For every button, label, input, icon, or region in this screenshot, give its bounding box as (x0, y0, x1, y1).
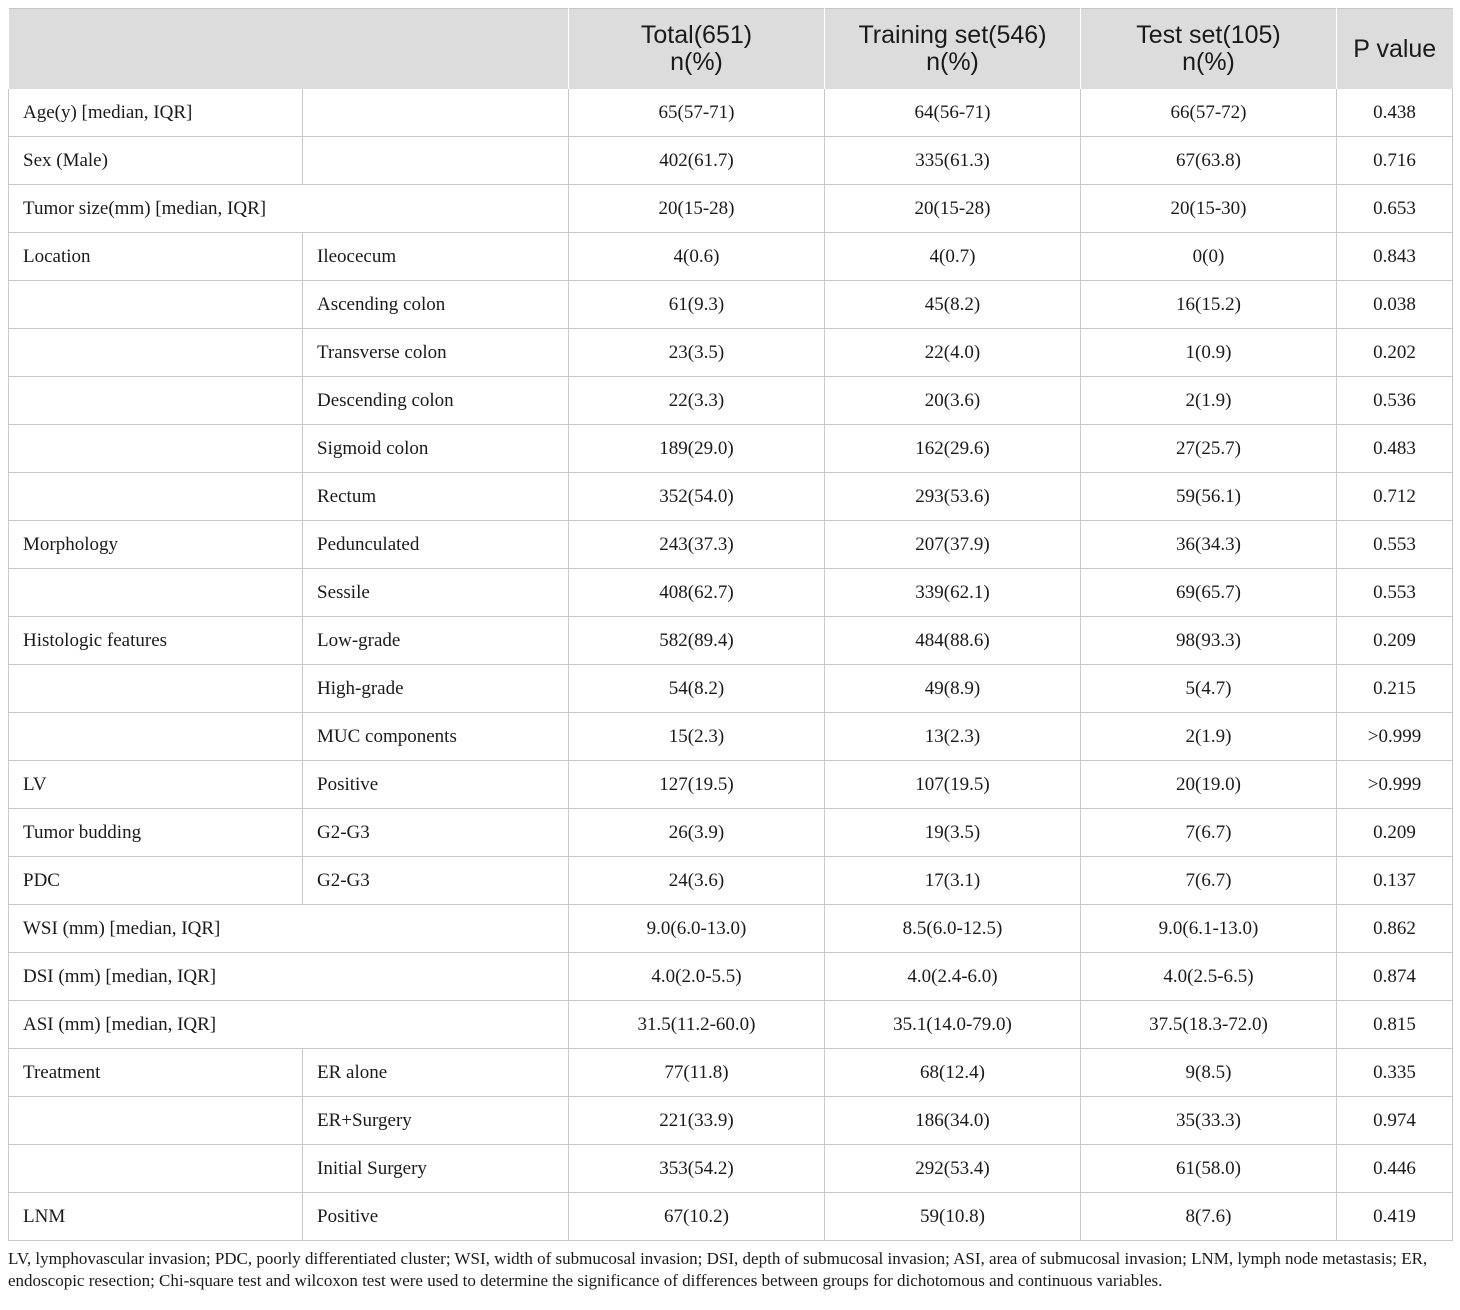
row-label (9, 377, 303, 425)
cell-test: 27(25.7) (1081, 425, 1337, 473)
row-sublabel: MUC components (303, 713, 569, 761)
row-sublabel (303, 137, 569, 185)
cell-training: 49(8.9) (825, 665, 1081, 713)
table-row (9, 1193, 1453, 1241)
cell-p-value: 0.553 (1337, 521, 1453, 569)
cell-total: 4.0(2.0-5.5) (569, 953, 825, 1001)
table-row (9, 809, 1453, 857)
table-row (9, 329, 1453, 377)
cell-test: 35(33.3) (1081, 1097, 1337, 1145)
cell-total: 15(2.3) (569, 713, 825, 761)
cell-total: 67(10.2) (569, 1193, 825, 1241)
cell-training: 186(34.0) (825, 1097, 1081, 1145)
table-header (9, 9, 1453, 90)
row-label (9, 329, 303, 377)
table-row (9, 857, 1453, 905)
row-sublabel: G2-G3 (303, 857, 569, 905)
row-sublabel: Descending colon (303, 377, 569, 425)
cell-total: 77(11.8) (569, 1049, 825, 1097)
header-total-unit: n(%) (670, 48, 723, 76)
table-row (9, 377, 1453, 425)
row-sublabel: Transverse colon (303, 329, 569, 377)
cell-total: 54(8.2) (569, 665, 825, 713)
cell-test: 98(93.3) (1081, 617, 1337, 665)
cell-test: 1(0.9) (1081, 329, 1337, 377)
cell-p-value: 0.137 (1337, 857, 1453, 905)
table-row (9, 953, 1453, 1001)
header-training-label: Training set(546) (858, 21, 1047, 49)
row-sublabel: Ileocecum (303, 233, 569, 281)
cell-total: 402(61.7) (569, 137, 825, 185)
cell-training: 4(0.7) (825, 233, 1081, 281)
row-sublabel: Sigmoid colon (303, 425, 569, 473)
cell-training: 20(15-28) (825, 185, 1081, 233)
table-row (9, 1145, 1453, 1193)
cell-total: 65(57-71) (569, 89, 825, 137)
table-row (9, 1001, 1453, 1049)
cell-total: 582(89.4) (569, 617, 825, 665)
cell-p-value: 0.712 (1337, 473, 1453, 521)
cell-training: 45(8.2) (825, 281, 1081, 329)
cell-test: 16(15.2) (1081, 281, 1337, 329)
cell-p-value: 0.862 (1337, 905, 1453, 953)
cell-p-value: 0.446 (1337, 1145, 1453, 1193)
cell-p-value: 0.716 (1337, 137, 1453, 185)
cell-test: 9(8.5) (1081, 1049, 1337, 1097)
cell-training: 207(37.9) (825, 521, 1081, 569)
cell-p-value: 0.419 (1337, 1193, 1453, 1241)
header-total-label: Total(651) (640, 21, 753, 49)
row-label: Sex (Male) (9, 137, 303, 185)
header-test (1081, 9, 1337, 90)
row-label: Age(y) [median, IQR] (9, 89, 303, 137)
header-training-unit: n(%) (926, 48, 979, 76)
cell-total: 353(54.2) (569, 1145, 825, 1193)
cell-total: 24(3.6) (569, 857, 825, 905)
cell-p-value: >0.999 (1337, 761, 1453, 809)
row-label (9, 713, 303, 761)
row-label (9, 665, 303, 713)
row-sublabel: Initial Surgery (303, 1145, 569, 1193)
cell-test: 61(58.0) (1081, 1145, 1337, 1193)
cell-p-value: 0.215 (1337, 665, 1453, 713)
cell-p-value: 0.843 (1337, 233, 1453, 281)
cell-p-value: 0.209 (1337, 617, 1453, 665)
row-label: PDC (9, 857, 303, 905)
row-sublabel (303, 89, 569, 137)
cell-training: 292(53.4) (825, 1145, 1081, 1193)
row-label: WSI (mm) [median, IQR] (9, 905, 569, 953)
row-sublabel: ER+Surgery (303, 1097, 569, 1145)
cell-training: 20(3.6) (825, 377, 1081, 425)
table-row (9, 521, 1453, 569)
table-row (9, 905, 1453, 953)
row-label: LV (9, 761, 303, 809)
row-label: DSI (mm) [median, IQR] (9, 953, 569, 1001)
cell-training: 107(19.5) (825, 761, 1081, 809)
cell-training: 68(12.4) (825, 1049, 1081, 1097)
table-row (9, 617, 1453, 665)
header-training (825, 9, 1081, 90)
row-sublabel: High-grade (303, 665, 569, 713)
cell-total: 189(29.0) (569, 425, 825, 473)
cell-p-value: 0.483 (1337, 425, 1453, 473)
table-row (9, 1049, 1453, 1097)
table-row (9, 137, 1453, 185)
cell-test: 9.0(6.1-13.0) (1081, 905, 1337, 953)
row-label (9, 425, 303, 473)
cell-p-value: 0.536 (1337, 377, 1453, 425)
baseline-characteristics-table (8, 8, 1453, 1241)
table-footnote: LV, lymphovascular invasion; PDC, poorly differentiated cluster; WSI, width of submucosal invasion; DSI, depth of submucosal invasion; ASI, area of submucosal invasion; LNM, lymph node metastasis; ER, endoscopic resection; Chi-square test and wilcoxon test were used to determine the significance of differences between groups for dichotomous and continuous variables. (8, 1249, 1428, 1290)
cell-test: 67(63.8) (1081, 137, 1337, 185)
cell-training: 335(61.3) (825, 137, 1081, 185)
row-label: Tumor budding (9, 809, 303, 857)
cell-total: 20(15-28) (569, 185, 825, 233)
cell-test: 2(1.9) (1081, 377, 1337, 425)
cell-training: 13(2.3) (825, 713, 1081, 761)
row-label (9, 1097, 303, 1145)
cell-training: 59(10.8) (825, 1193, 1081, 1241)
cell-p-value: 0.874 (1337, 953, 1453, 1001)
cell-test: 20(15-30) (1081, 185, 1337, 233)
cell-test: 5(4.7) (1081, 665, 1337, 713)
table-row (9, 665, 1453, 713)
row-sublabel: Positive (303, 761, 569, 809)
cell-p-value: >0.999 (1337, 713, 1453, 761)
table-row (9, 569, 1453, 617)
table-row (9, 89, 1453, 137)
cell-training: 484(88.6) (825, 617, 1081, 665)
row-label: ASI (mm) [median, IQR] (9, 1001, 569, 1049)
cell-training: 8.5(6.0-12.5) (825, 905, 1081, 953)
cell-total: 127(19.5) (569, 761, 825, 809)
header-test-unit: n(%) (1182, 48, 1235, 76)
table-row (9, 761, 1453, 809)
cell-p-value: 0.653 (1337, 185, 1453, 233)
row-sublabel: Positive (303, 1193, 569, 1241)
table-row (9, 233, 1453, 281)
row-label: Treatment (9, 1049, 303, 1097)
row-label (9, 473, 303, 521)
cell-test: 0(0) (1081, 233, 1337, 281)
cell-test: 7(6.7) (1081, 857, 1337, 905)
cell-test: 69(65.7) (1081, 569, 1337, 617)
cell-total: 61(9.3) (569, 281, 825, 329)
cell-p-value: 0.209 (1337, 809, 1453, 857)
row-sublabel: Pedunculated (303, 521, 569, 569)
header-blank (9, 9, 569, 90)
cell-test: 4.0(2.5-6.5) (1081, 953, 1337, 1001)
row-sublabel: Sessile (303, 569, 569, 617)
header-row (9, 9, 1453, 90)
row-label: Morphology (9, 521, 303, 569)
cell-total: 22(3.3) (569, 377, 825, 425)
cell-total: 408(62.7) (569, 569, 825, 617)
header-p-label: P value (1353, 34, 1437, 63)
cell-training: 19(3.5) (825, 809, 1081, 857)
cell-test: 2(1.9) (1081, 713, 1337, 761)
row-label (9, 281, 303, 329)
cell-p-value: 0.974 (1337, 1097, 1453, 1145)
row-sublabel: Ascending colon (303, 281, 569, 329)
table-row (9, 713, 1453, 761)
cell-test: 7(6.7) (1081, 809, 1337, 857)
table-row (9, 1097, 1453, 1145)
row-sublabel: Low-grade (303, 617, 569, 665)
cell-test: 8(7.6) (1081, 1193, 1337, 1241)
cell-total: 9.0(6.0-13.0) (569, 905, 825, 953)
cell-training: 293(53.6) (825, 473, 1081, 521)
cell-p-value: 0.038 (1337, 281, 1453, 329)
row-label: Location (9, 233, 303, 281)
cell-total: 243(37.3) (569, 521, 825, 569)
cell-total: 4(0.6) (569, 233, 825, 281)
cell-test: 59(56.1) (1081, 473, 1337, 521)
cell-test: 36(34.3) (1081, 521, 1337, 569)
cell-training: 162(29.6) (825, 425, 1081, 473)
row-label (9, 1145, 303, 1193)
cell-p-value: 0.202 (1337, 329, 1453, 377)
row-sublabel: Rectum (303, 473, 569, 521)
row-label (9, 569, 303, 617)
cell-total: 23(3.5) (569, 329, 825, 377)
cell-training: 35.1(14.0-79.0) (825, 1001, 1081, 1049)
row-label: Histologic features (9, 617, 303, 665)
cell-training: 22(4.0) (825, 329, 1081, 377)
cell-p-value: 0.335 (1337, 1049, 1453, 1097)
table-container (8, 8, 1452, 1292)
table-row (9, 185, 1453, 233)
cell-training: 4.0(2.4-6.0) (825, 953, 1081, 1001)
row-sublabel: G2-G3 (303, 809, 569, 857)
cell-test: 66(57-72) (1081, 89, 1337, 137)
cell-total: 352(54.0) (569, 473, 825, 521)
cell-test: 37.5(18.3-72.0) (1081, 1001, 1337, 1049)
cell-total: 26(3.9) (569, 809, 825, 857)
cell-training: 64(56-71) (825, 89, 1081, 137)
cell-training: 339(62.1) (825, 569, 1081, 617)
row-label: Tumor size(mm) [median, IQR] (9, 185, 569, 233)
header-test-label: Test set(105) (1136, 21, 1281, 49)
cell-p-value: 0.438 (1337, 89, 1453, 137)
cell-total: 221(33.9) (569, 1097, 825, 1145)
row-label: LNM (9, 1193, 303, 1241)
cell-test: 20(19.0) (1081, 761, 1337, 809)
table-row (9, 281, 1453, 329)
cell-p-value: 0.553 (1337, 569, 1453, 617)
header-total (569, 9, 825, 90)
table-body (9, 89, 1453, 1241)
table-row (9, 473, 1453, 521)
cell-total: 31.5(11.2-60.0) (569, 1001, 825, 1049)
header-p-value (1337, 9, 1453, 90)
table-row (9, 425, 1453, 473)
row-sublabel: ER alone (303, 1049, 569, 1097)
cell-training: 17(3.1) (825, 857, 1081, 905)
cell-p-value: 0.815 (1337, 1001, 1453, 1049)
